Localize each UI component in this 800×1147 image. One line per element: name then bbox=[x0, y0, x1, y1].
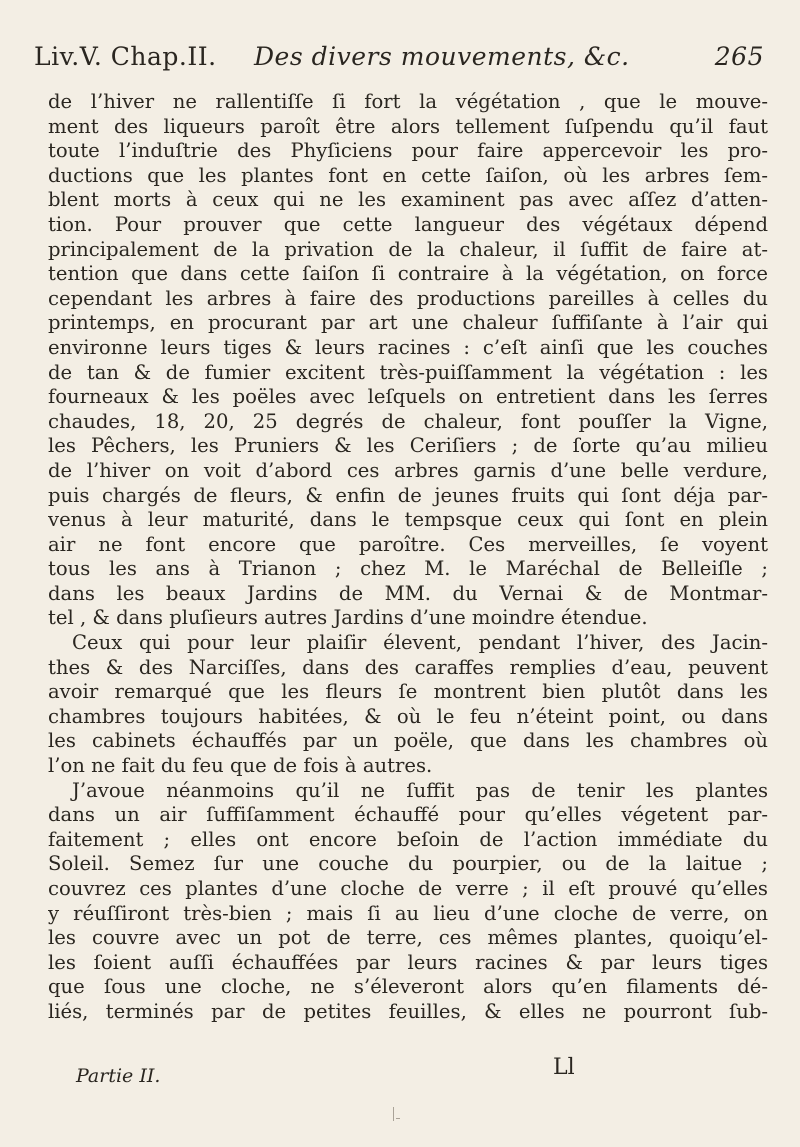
text-line: Soleil. Semez ſur une couche du pourpier, ou de la laitue ; bbox=[48, 852, 768, 876]
text-line: l’on ne fait du feu que de fois à autres. bbox=[48, 754, 433, 778]
text-line: que ſous une cloche, ne s’éleveront alors qu’en filaments dé- bbox=[48, 975, 768, 999]
text-line: J’avoue néanmoins qu’il ne ſuffit pas de tenir les plantes bbox=[72, 778, 768, 802]
text-line: tention que dans cette ſaiſon ſi contraire à la végétation, on force bbox=[48, 262, 768, 286]
text-line: les cabinets échauffés par un poële, que dans les chambres où bbox=[48, 729, 768, 753]
text-line: tous les ans à Trianon ; chez M. le Maréchal de Belleiſle ; bbox=[48, 557, 768, 581]
ink-speck bbox=[393, 1107, 394, 1121]
ink-speck bbox=[396, 1118, 400, 1119]
text-line: principalement de la privation de la chaleur, il ſuffit de faire at- bbox=[48, 237, 768, 261]
text-line: thes & des Narciſſes, dans des caraffes remplies d’eau, peuvent bbox=[48, 655, 768, 679]
text-line: air ne font encore que paroître. Ces merveilles, ſe voyent bbox=[48, 532, 768, 556]
text-line: Ceux qui pour leur plaiſir élevent, pendant l’hiver, des Jacin- bbox=[72, 631, 768, 655]
text-line: les Pêchers, les Pruniers & les Ceriſiers ; de ſorte qu’au milieu bbox=[48, 434, 768, 458]
text-line: tel , & dans pluſieurs autres Jardins d’une moindre étendue. bbox=[48, 606, 648, 630]
text-line: avoir remarqué que les fleurs ſe montrent bien plutôt dans les bbox=[48, 680, 768, 704]
text-line: liés, terminés par de petites feuilles, & elles ne pourront ſub- bbox=[48, 999, 768, 1023]
text-line: blent morts à ceux qui ne les examinent pas avec aſſez d’atten- bbox=[48, 188, 768, 212]
page-footer bbox=[48, 1055, 768, 1095]
text-line: tion. Pour prouver que cette langueur des végétaux dépend bbox=[48, 212, 768, 236]
book-chapter-label: Liv.V. Chap.II. bbox=[34, 42, 217, 71]
signature-mark: Ll bbox=[553, 1055, 575, 1080]
text-line: de l’hiver ne rallentiſſe ſi fort la végétation , que le mouve- bbox=[48, 90, 768, 113]
text-line: ductions que les plantes font en cette ſaiſon, où les arbres ſem- bbox=[48, 163, 768, 187]
text-line: chambres toujours habitées, & où le feu n’éteint point, ou dans bbox=[48, 704, 768, 728]
text-line: environne leurs tiges & leurs racines : c’eſt ainſi que les couches bbox=[48, 335, 768, 359]
page-number: 265 bbox=[714, 42, 764, 71]
body-text bbox=[48, 90, 768, 1025]
text-line: dans un air ſuffiſamment échauffé pour qu’elles végetent par- bbox=[48, 803, 768, 827]
text-line: les ſoient auſſi échauffées par leurs racines & par leurs tiges bbox=[48, 950, 768, 974]
text-line: fourneaux & les poëles avec leſquels on entretient dans les ſerres bbox=[48, 385, 768, 409]
text-line: faitement ; elles ont encore beſoin de l’action immédiate du bbox=[48, 827, 768, 851]
part-label: Partie II. bbox=[76, 1065, 161, 1087]
text-line: venus à leur maturité, dans le tempsque ceux qui ſont en plein bbox=[48, 508, 768, 532]
text-line: ment des liqueurs paroît être alors tellement ſuſpendu qu’il faut bbox=[48, 114, 768, 138]
text-line: de l’hiver on voit d’abord ces arbres garnis d’une belle verdure, bbox=[48, 458, 768, 482]
chapter-title: Des divers mouvements, &c. bbox=[254, 42, 630, 71]
text-line: printemps, en procurant par art une chaleur ſuffiſante à l’air qui bbox=[48, 311, 768, 335]
text-line: de tan & de fumier excitent très-puiſſamment la végétation : les bbox=[48, 360, 768, 384]
text-line: y réuſſiront très-bien ; mais ſi au lieu d’une cloche de verre, on bbox=[48, 901, 768, 925]
text-line: couvrez ces plantes d’une cloche de verre ; il eſt prouvé qu’elles bbox=[48, 877, 768, 900]
text-line: dans les beaux Jardins de MM. du Vernai & de Montmar- bbox=[48, 581, 768, 605]
text-line: les couvre avec un pot de terre, ces mêmes plantes, quoiqu’el- bbox=[48, 926, 768, 950]
text-line: puis chargés de fleurs, & enfin de jeunes fruits qui ſont déja par- bbox=[48, 483, 768, 507]
running-head bbox=[34, 38, 764, 80]
text-line: cependant les arbres à faire des productions pareilles à celles du bbox=[48, 286, 768, 310]
text-line: chaudes, 18, 20, 25 degrés de chaleur, font pouſſer la Vigne, bbox=[48, 409, 768, 433]
text-line: toute l’induſtrie des Phyſiciens pour faire appercevoir les pro- bbox=[48, 139, 768, 163]
